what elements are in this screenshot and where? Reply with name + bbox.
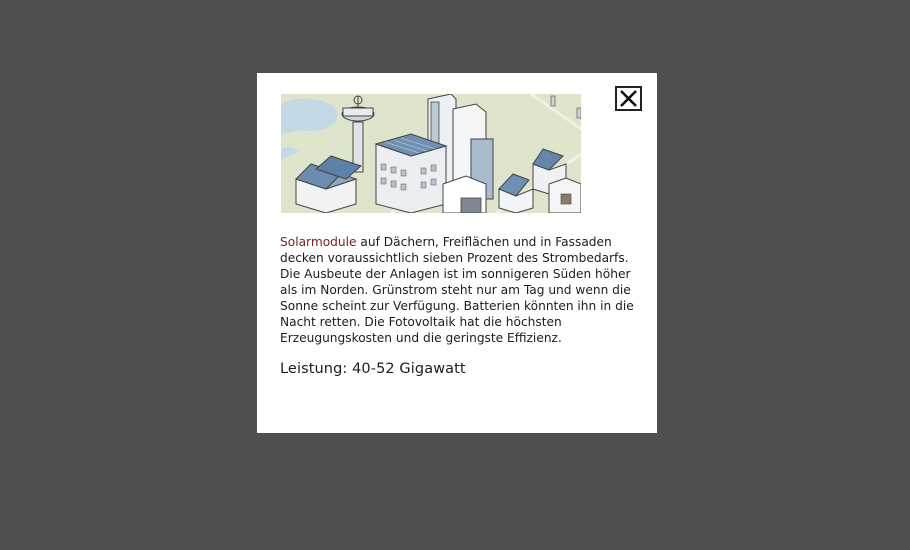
description-body: auf Dächern, Freiflächen und in Fassaden decken voraussichtlich sieben Prozent des Strombedarfs. Die Ausbeute der Anlagen ist im sonnigeren Süden höher als im Norden. Grünstrom steht nur am Tag und wenn die Sonne scheint zur Verfügung. Batterien könnten ihn in die Nacht retten. Die Fotovoltaik hat die höchsten Erzeugungskosten und die geringste Effizienz.: [280, 235, 634, 345]
close-icon: [617, 88, 640, 109]
info-modal: [257, 73, 657, 433]
solar-city-illustration: [281, 94, 581, 213]
solarmodule-link[interactable]: Solarmodule: [280, 235, 357, 249]
power-value: Leistung: 40-52 Gigawatt: [280, 361, 466, 377]
description-text: [280, 234, 650, 346]
close-button[interactable]: [615, 86, 642, 111]
